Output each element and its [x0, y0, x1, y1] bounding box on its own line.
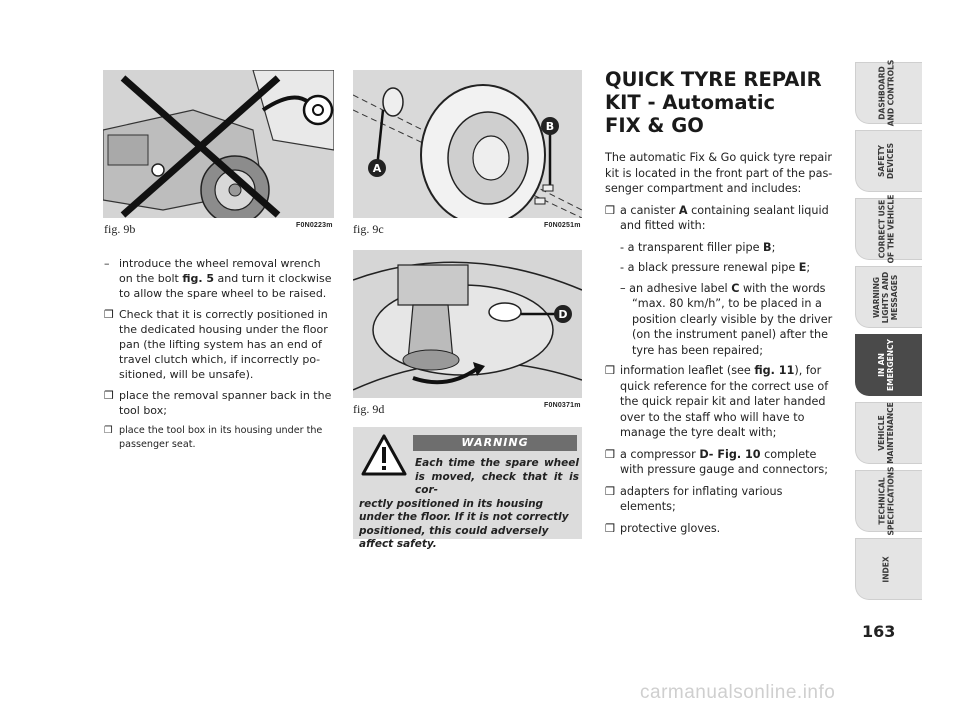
- page-number: 163: [862, 622, 896, 641]
- warning-text: [359, 457, 579, 552]
- checkbox-bullet-icon: ❒: [104, 425, 113, 436]
- figure-9c-code: F0N0251m: [544, 222, 581, 229]
- list-item-text: protective gloves.: [620, 521, 721, 535]
- list-item-text: adapters for inflating various elements;: [620, 484, 783, 513]
- section-title: [605, 68, 845, 137]
- sub-item-text-end: ;: [771, 240, 776, 254]
- intro-step-ref: fig. 5: [182, 272, 215, 285]
- list-item: [605, 363, 835, 441]
- warning-box: [353, 427, 582, 550]
- intro-step: [104, 256, 336, 301]
- title-line-1: QUICK TYRE REPAIR: [605, 68, 822, 91]
- list-item-text-end: ), for quick reference for the correct use of the quick repair kit and later handed over to the staff who will have to manage the tyre dealt with;: [620, 364, 829, 439]
- figure-9b: [103, 70, 334, 218]
- tab-label: VEHICLE MAINTENANCE: [877, 402, 895, 464]
- sub-item-ref: E: [798, 261, 807, 274]
- checkbox-bullet-icon: ❒: [605, 484, 616, 498]
- checkbox-bullet-icon: ❒: [104, 308, 114, 321]
- footer-watermark: carmanualsonline.info: [640, 682, 836, 703]
- list-item-ref: D- Fig. 10: [699, 447, 761, 461]
- sub-item: [620, 260, 835, 276]
- checkbox-bullet-icon: ❒: [605, 203, 616, 217]
- figure-9d-code: F0N0371m: [544, 402, 581, 409]
- tab-label: IN AN EMERGENCY: [876, 339, 895, 391]
- list-item-ref: A: [678, 203, 688, 217]
- tab-dashboard-and-controls[interactable]: [855, 59, 922, 127]
- tab-in-an-emergency[interactable]: [855, 334, 922, 396]
- figure-9d: [353, 250, 582, 398]
- tab-label: DASHBOARD AND CONTROLS: [877, 59, 895, 127]
- tab-warning-lights[interactable]: [855, 266, 922, 328]
- figure-9d-illustration: [353, 250, 582, 398]
- figure-9d-label-d: D: [558, 308, 568, 321]
- checkbox-bullet-icon: ❒: [605, 521, 616, 535]
- tab-label: INDEX: [881, 555, 891, 583]
- tab-index[interactable]: [855, 538, 922, 600]
- sub-item-text: - a transparent filler pipe: [620, 240, 764, 254]
- list-item: [605, 447, 835, 478]
- intro-step-text: introduce the wheel removal wrench on the bolt: [119, 257, 321, 285]
- list-item-text-end: complete with pressure gauge and connectors;: [620, 447, 829, 476]
- sub-item: [620, 240, 835, 256]
- list-item-text: Check that it is correctly positioned in the dedicated housing under the floor pan (the lifting system has an end of travel clutch which, if incorrectly positioned, will be unsafe).: [119, 308, 328, 381]
- dash-mark: –: [104, 257, 110, 270]
- checkbox-bullet-icon: ❒: [605, 447, 616, 461]
- list-item: [605, 203, 835, 234]
- sub-item-text-end: with the words “max. 80 km/h”, to be placed in a position clearly visible by the driver (on the instrument panel) after the tyre has been repaired;: [632, 281, 833, 357]
- list-item-text: place the removal spanner back in the tool box;: [119, 389, 332, 417]
- list-item: [605, 484, 835, 515]
- intro-step-text-end: and turn it clockwise to allow the spare wheel to be raised.: [119, 272, 332, 300]
- intro-paragraph: The automatic Fix & Go quick tyre repair kit is located in the front part of the passenger compartment and includes:: [605, 151, 833, 195]
- warning-text-first: Each time the spare wheel is moved, check that it is cor-: [415, 457, 579, 496]
- figure-9c-illustration: [353, 70, 582, 218]
- right-column: [605, 150, 835, 542]
- tab-technical-specifications[interactable]: [855, 466, 922, 536]
- title-line-2: KIT - Automatic: [605, 91, 776, 114]
- list-item: [605, 521, 835, 537]
- figure-9c: [353, 70, 582, 218]
- figure-9b-code: F0N0223m: [296, 222, 333, 229]
- figure-9b-illustration: [103, 70, 334, 218]
- tab-correct-use[interactable]: [855, 194, 922, 264]
- tab-safety-devices[interactable]: [855, 130, 922, 192]
- list-item-text: a canister: [620, 203, 679, 217]
- warning-text-rest: rectly positioned in its housing under the floor. If it is not correctly positioned, this could adversely affect safety.: [359, 497, 569, 550]
- sub-item-text: - a black pressure renewal pipe: [620, 261, 799, 274]
- sub-item-ref: B: [763, 240, 772, 254]
- sub-item: [620, 281, 835, 359]
- figure-9c-label-a: A: [372, 162, 382, 175]
- list-item: [104, 307, 336, 382]
- sub-item-text: – an adhesive label: [620, 281, 732, 295]
- list-item-text: place the tool box in its housing under the passenger seat.: [119, 425, 323, 450]
- warning-label: WARNING: [413, 435, 577, 451]
- figure-9c-label-b: B: [545, 120, 555, 133]
- tab-label: SAFETY DEVICES: [876, 143, 895, 179]
- sub-item-text-end: ;: [806, 261, 811, 274]
- figure-9b-caption: fig. 9b: [104, 222, 136, 236]
- list-item-text: information leaflet (see: [620, 364, 755, 377]
- list-item: [104, 388, 336, 418]
- figure-9d-caption: fig. 9d: [353, 402, 385, 416]
- list-item-ref: fig. 11: [754, 364, 795, 377]
- tab-label: TECHNICAL SPECIFICATIONS: [877, 466, 896, 536]
- list-item-text: a compressor: [620, 447, 700, 461]
- title-line-3: FIX & GO: [605, 114, 704, 137]
- list-item: [104, 424, 336, 452]
- sub-item-ref: C: [731, 281, 740, 295]
- left-column: [104, 256, 336, 458]
- figure-9c-caption: fig. 9c: [353, 222, 384, 236]
- checkbox-bullet-icon: ❒: [605, 364, 616, 377]
- tab-vehicle-maintenance[interactable]: [855, 402, 922, 464]
- list-item-text-end: containing sealant liquid and fitted with:: [620, 203, 829, 232]
- tab-label: WARNING LIGHTS AND MESSAGES: [872, 271, 900, 323]
- checkbox-bullet-icon: ❒: [104, 389, 114, 402]
- tab-label: CORRECT USE OF THE VEHICLE: [877, 194, 896, 264]
